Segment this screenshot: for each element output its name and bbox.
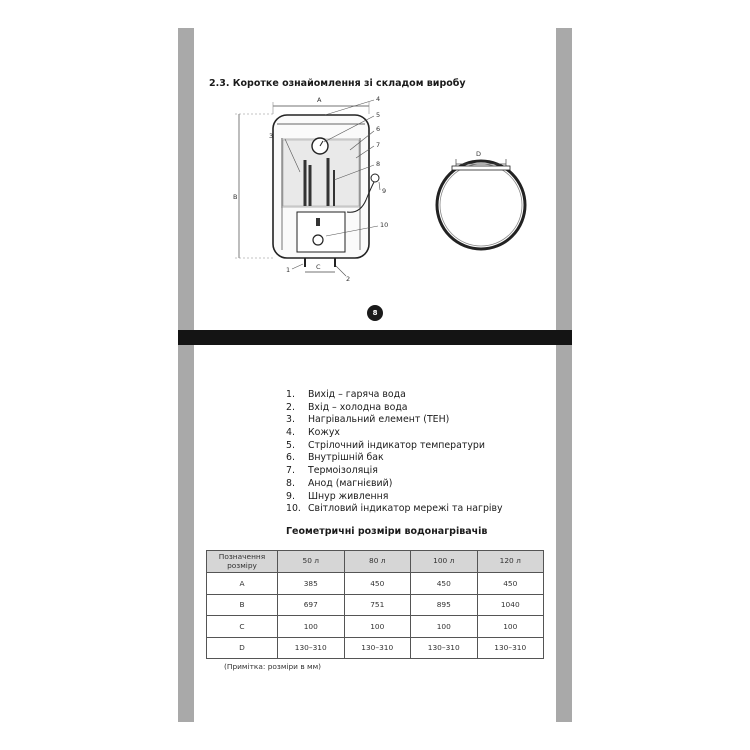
- page2-right-margin: [556, 345, 572, 722]
- table-cell: 697: [278, 594, 345, 616]
- table-cell: 751: [344, 594, 411, 616]
- table-row: [207, 616, 544, 638]
- table-header-cell: Позначення розміру: [207, 551, 278, 573]
- page2-left-margin: [178, 345, 194, 722]
- table-row: [207, 594, 544, 616]
- heater-side-view: [235, 100, 380, 276]
- table-cell: 130–310: [278, 637, 345, 659]
- heater-top-view: [437, 159, 525, 249]
- table-header-row: [207, 551, 544, 573]
- callout-1: 1: [286, 266, 291, 274]
- table-cell: 450: [411, 573, 478, 595]
- list-item: 4. Кожух: [286, 427, 340, 439]
- callout-7: 7: [376, 141, 381, 149]
- table-header-cell: 120 л: [477, 551, 544, 573]
- table-cell: D: [207, 637, 278, 659]
- callout-3: 3: [269, 132, 274, 140]
- table-row: [207, 573, 544, 595]
- table-row: [207, 637, 544, 659]
- table-header-cell: 50 л: [278, 551, 345, 573]
- table-cell: 450: [344, 573, 411, 595]
- section-heading: 2.3. Коротке ознайомлення зі складом виробу: [209, 78, 466, 89]
- table-note: (Примітка: розміри в мм): [224, 662, 322, 671]
- table-cell: 385: [278, 573, 345, 595]
- control-panel: [297, 212, 345, 252]
- list-item: 10. Світловий індикатор мережі та нагріву: [286, 503, 503, 515]
- list-item: 5. Стрілочний індикатор температури: [286, 439, 485, 451]
- top-view-outer: [437, 161, 525, 249]
- table-cell: 100: [477, 616, 544, 638]
- dimensions-table: [206, 550, 544, 659]
- table-title: Геометричні розміри водонагрівачів: [286, 526, 488, 537]
- table-cell: 1040: [477, 594, 544, 616]
- table-cell: 100: [278, 616, 345, 638]
- components-list: [286, 389, 503, 516]
- dim-a-label: A: [317, 96, 322, 104]
- list-item: 3. Нагрівальний елемент (ТЕН): [286, 414, 450, 426]
- callout-6: 6: [376, 125, 381, 133]
- table-header-cell: 100 л: [411, 551, 478, 573]
- dim-b-label: B: [233, 193, 238, 201]
- list-item: 1. Вихід – гаряча вода: [286, 389, 406, 400]
- list-item: 9. Шнур живлення: [286, 490, 389, 502]
- table-cell: C: [207, 616, 278, 638]
- table-cell: 100: [344, 616, 411, 638]
- table-cell: B: [207, 594, 278, 616]
- table-cell: 130–310: [411, 637, 478, 659]
- table-cell: 895: [411, 594, 478, 616]
- table-cell: 450: [477, 573, 544, 595]
- table-header-cell: 80 л: [344, 551, 411, 573]
- list-item: 8. Анод (магнієвий): [286, 477, 393, 489]
- page-separator: [178, 330, 572, 345]
- mounting-bracket: [452, 166, 510, 170]
- dim-c-label: C: [316, 263, 321, 271]
- callout-10: 10: [380, 221, 389, 229]
- list-item: 6. Внутрішній бак: [286, 452, 384, 464]
- callout-8: 8: [376, 160, 381, 168]
- table-cell: 130–310: [477, 637, 544, 659]
- callout-2: 2: [346, 275, 351, 283]
- dim-d-label: D: [476, 150, 482, 158]
- callout-5: 5: [376, 111, 381, 119]
- indicator-light: [313, 235, 323, 245]
- table-cell: 100: [411, 616, 478, 638]
- table-cell: 130–310: [344, 637, 411, 659]
- table-cell: A: [207, 573, 278, 595]
- callout-9: 9: [382, 187, 387, 195]
- page-number-badge: 8: [367, 305, 383, 321]
- callout-4: 4: [376, 95, 381, 103]
- list-item: 2. Вхід – холодна вода: [286, 401, 408, 413]
- list-item: 7. Термоізоляція: [286, 465, 378, 477]
